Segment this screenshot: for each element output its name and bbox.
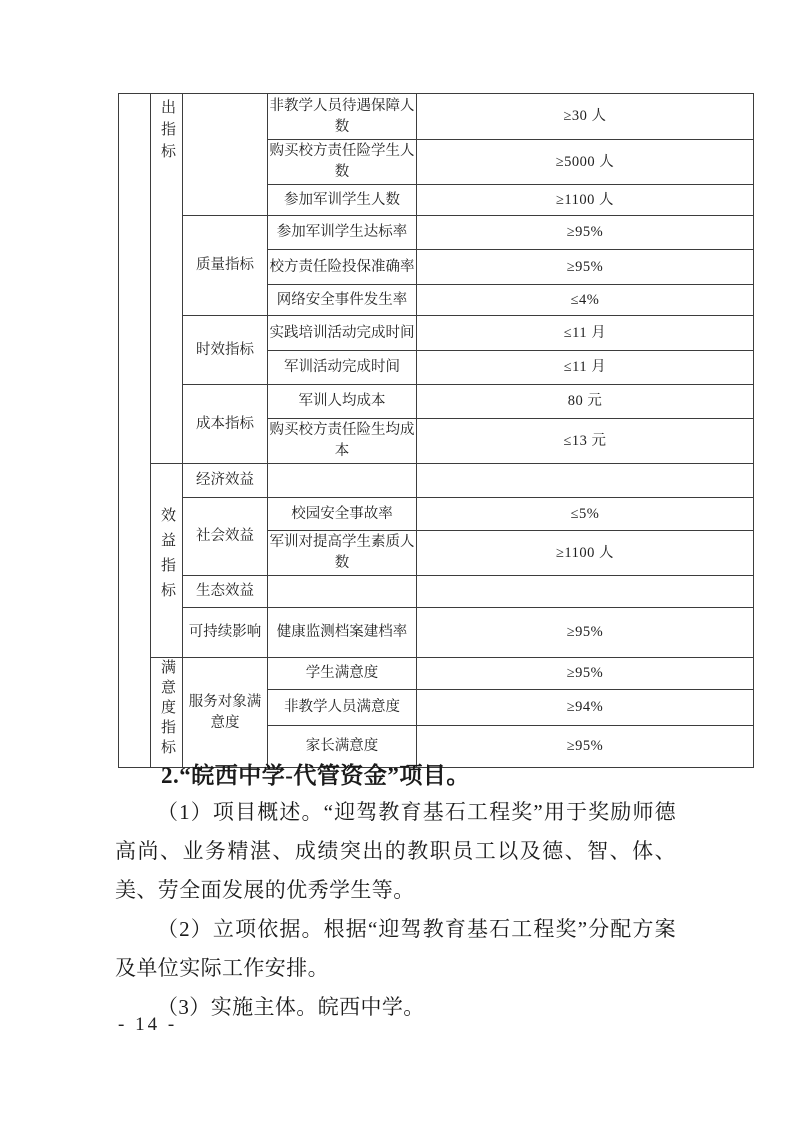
body-text-block (115, 753, 676, 1027)
table-row (119, 608, 754, 658)
target-value-cell: ≤11 月 (417, 351, 754, 385)
indicator-name-cell: 军训对提高学生素质人数 (268, 531, 417, 576)
target-value-cell: ≥30 人 (417, 94, 754, 140)
table-row (119, 498, 754, 531)
performance-indicators-table (118, 93, 754, 768)
category-cell-quality: 质量指标 (183, 216, 268, 316)
target-value-cell: ≥95% (417, 608, 754, 658)
group-label-output: 出指标 (159, 99, 175, 165)
target-value-cell: ≥95% (417, 216, 754, 250)
indicator-name-cell: 军训活动完成时间 (268, 351, 417, 385)
indicator-name-cell: 健康监测档案建档率 (268, 608, 417, 658)
target-value-cell: ≥5000 人 (417, 140, 754, 185)
group-cell-benefit (151, 464, 183, 658)
paragraph-project-basis: （2）立项依据。根据“迎驾教育基石工程奖”分配方案及单位实际工作安排。 (115, 917, 676, 980)
target-value-cell: ≤5% (417, 498, 754, 531)
target-value-cell: ≥1100 人 (417, 185, 754, 216)
indicator-name-cell (268, 576, 417, 608)
group-label-benefit: 效益指标 (159, 507, 175, 607)
indicator-name-cell: 参加军训学生人数 (268, 185, 417, 216)
indicator-name-cell: 非教学人员待遇保障人数 (268, 94, 417, 140)
indicator-name-cell: 学生满意度 (268, 658, 417, 690)
table-row (119, 216, 754, 250)
category-cell-social: 社会效益 (183, 498, 268, 576)
indicator-name-cell: 校方责任险投保准确率 (268, 250, 417, 285)
indicator-name-cell: 实践培训活动完成时间 (268, 316, 417, 351)
indicator-name-cell: 非教学人员满意度 (268, 689, 417, 725)
target-value-cell: ≥1100 人 (417, 531, 754, 576)
target-value-cell: ≤11 月 (417, 316, 754, 351)
indicator-name-cell: 参加军训学生达标率 (268, 216, 417, 250)
target-value-cell: ≥94% (417, 689, 754, 725)
indicator-name-cell: 家长满意度 (268, 725, 417, 767)
indicator-name-cell (268, 464, 417, 498)
category-cell-cost: 成本指标 (183, 385, 268, 464)
category-cell-service-satisfaction: 服务对象满意度 (183, 658, 268, 768)
section-heading: 2.“皖西中学-代管资金”项目。 (161, 763, 470, 788)
target-value-cell (417, 464, 754, 498)
indicator-name-cell: 军训人均成本 (268, 385, 417, 419)
category-cell-sustainable: 可持续影响 (183, 608, 268, 658)
left-spacer-cell (119, 94, 151, 768)
category-cell-economic: 经济效益 (183, 464, 268, 498)
target-value-cell: ≤4% (417, 285, 754, 316)
table-row (119, 576, 754, 608)
page-number: - 14 - (118, 1014, 178, 1035)
target-value-cell: ≥95% (417, 250, 754, 285)
table-row (119, 94, 754, 140)
category-cell-blank (183, 94, 268, 216)
paragraph-implementing-entity: （3）实施主体。皖西中学。 (157, 995, 425, 1019)
indicator-name-cell: 校园安全事故率 (268, 498, 417, 531)
paragraph-project-overview: （1）项目概述。“迎驾教育基石工程奖”用于奖励师德高尚、业务精湛、成绩突出的教职员工以及德、智、体、美、劳全面发展的优秀学生等。 (115, 800, 676, 902)
target-value-cell: ≤13 元 (417, 419, 754, 464)
indicator-name-cell: 网络安全事件发生率 (268, 285, 417, 316)
category-cell-timeliness: 时效指标 (183, 316, 268, 385)
target-value-cell: ≥95% (417, 725, 754, 767)
target-value-cell: ≥95% (417, 658, 754, 690)
table-row (119, 658, 754, 690)
table-row (119, 464, 754, 498)
group-cell-output (151, 94, 183, 464)
table-row (119, 385, 754, 419)
indicator-name-cell: 购买校方责任险学生人数 (268, 140, 417, 185)
target-value-cell (417, 576, 754, 608)
category-cell-ecological: 生态效益 (183, 576, 268, 608)
table-row (119, 316, 754, 351)
indicator-name-cell: 购买校方责任险生均成本 (268, 419, 417, 464)
target-value-cell: 80 元 (417, 385, 754, 419)
group-cell-satisfaction (151, 658, 183, 768)
group-label-satisfaction: 满意度指标 (159, 659, 175, 759)
